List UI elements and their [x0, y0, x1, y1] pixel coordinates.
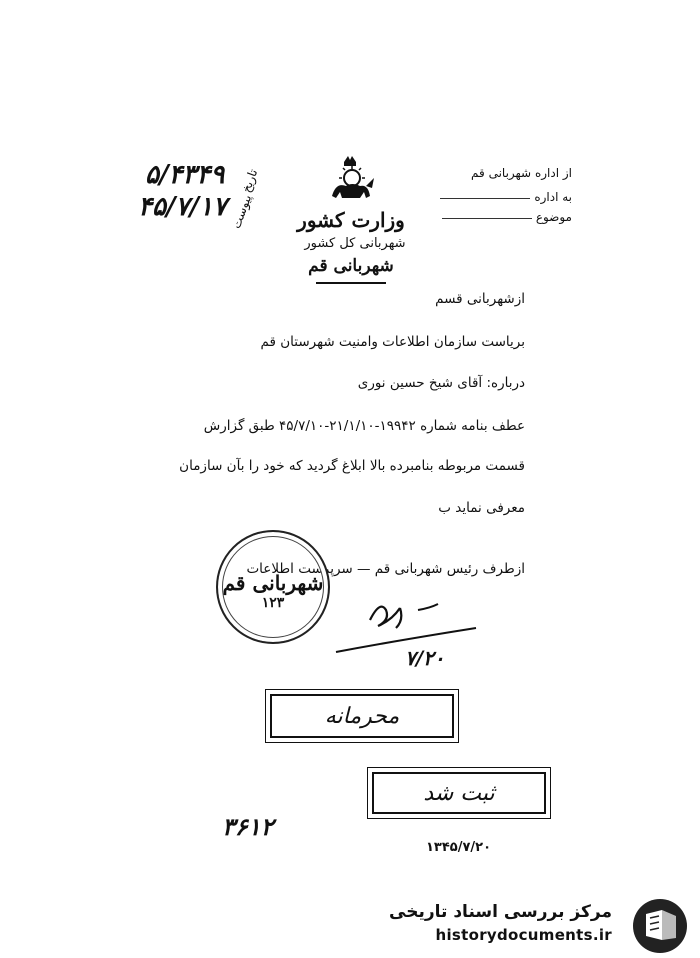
- police-general-title: شهربانی کل کشور: [304, 236, 406, 251]
- handwritten-date: ۴۵/۷/۱۷: [138, 192, 227, 222]
- body-reference-line: عطف بنامه شماره ۱۹۹۴۲-۲۱/۱/۱۰-۴۵/۷/۱۰ طبق گزارش: [203, 418, 525, 434]
- footer-website: historydocuments.ir: [435, 926, 612, 944]
- seal-text: شهربانی قم: [222, 571, 324, 595]
- lion-and-sun-emblem-icon: [322, 152, 378, 208]
- body-content-line: قسمت مربوطه بنامبرده بالا ابلاغ گردید که خود را بآن سازمان: [179, 458, 525, 474]
- header-underline: [316, 282, 386, 284]
- from-department-label: از اداره: [534, 166, 572, 180]
- signature-date: ۷/۲۰: [405, 646, 445, 670]
- body-signatory-line: ازطرف رئیس شهربانی قم — سرپرست اطلاعات: [246, 561, 525, 577]
- seal-number: ۱۲۳: [261, 595, 285, 611]
- from-department-field: [471, 166, 572, 180]
- footer-org-name: مرکز بررسی اسناد تاریخی: [389, 902, 612, 922]
- to-department-label: به اداره: [534, 190, 572, 204]
- registered-stamp: ثبت شد: [372, 772, 546, 814]
- body-addressee-line: بریاست سازمان اطلاعات وامنیت شهرستان قم: [260, 334, 525, 350]
- from-department-value: شهربانی قم: [471, 166, 532, 180]
- official-seal: [216, 530, 330, 644]
- body-regarding-line: درباره: آقای شیخ حسین نوری: [357, 375, 525, 391]
- ministry-title: وزارت کشور: [297, 208, 405, 232]
- attachment-label: پیوست: [229, 192, 255, 231]
- body-from-line: ازشهربانی قسم: [435, 291, 525, 307]
- handwritten-number: ۵/۴۳۴۹: [145, 160, 225, 190]
- body-closing-line: معرفی نماید ب: [438, 500, 525, 516]
- registered-date: ۱۳۴۵/۷/۲۰: [426, 840, 492, 855]
- confidential-stamp: محرمانه: [270, 694, 454, 738]
- date-label: تاریخ: [239, 167, 261, 195]
- subject-label: موضوع: [535, 210, 572, 224]
- handwritten-bottom-number: ۳۶۱۲: [222, 812, 274, 841]
- police-qom-title: شهربانی قم: [308, 256, 394, 276]
- archive-logo-icon: [632, 898, 688, 954]
- subject-field: [438, 210, 572, 224]
- to-department-field: [436, 190, 572, 204]
